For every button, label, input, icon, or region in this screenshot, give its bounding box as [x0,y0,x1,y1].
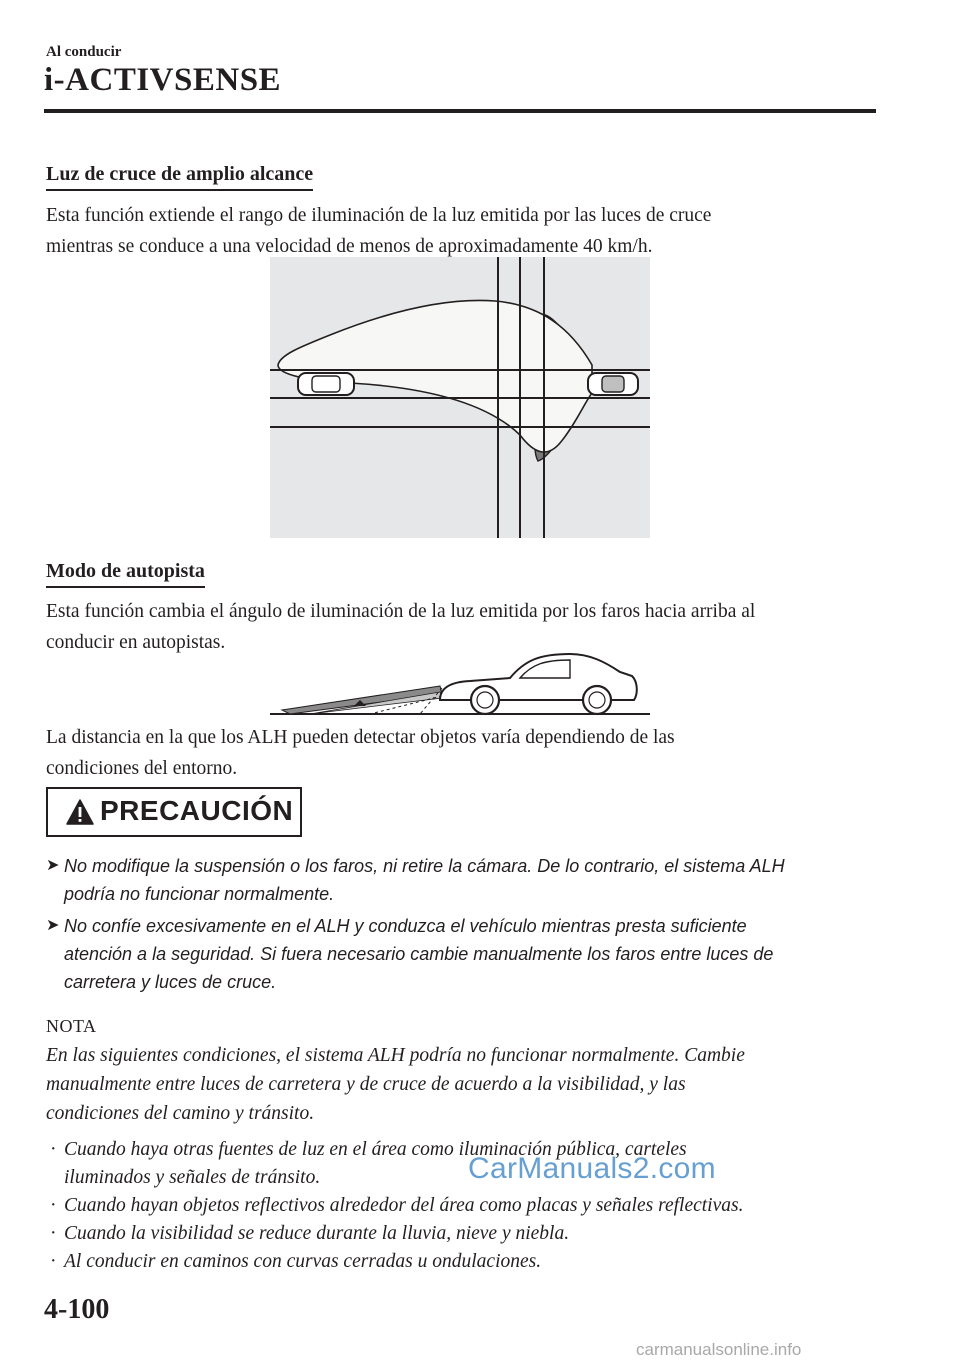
header-rule [44,109,876,113]
low-beam-para-line: Esta función extiende el rango de iluminación de la luz emitida por las luces de cruce [46,205,712,226]
note-title: NOTA [46,1016,97,1036]
highway-para-line: conducir en autopistas. [46,632,226,653]
note-line: En las siguientes condiciones, el sistema ALH podría no funcionar normalmente. Cambie [46,1045,745,1066]
highway-para-line: Esta función cambia el ángulo de iluminación de la luz emitida por los faros hacia arriba al [46,601,756,622]
side-view-car [440,654,637,714]
note-item-line: Cuando haya otras fuentes de luz en el área como iluminación pública, carteles [64,1139,687,1160]
caution-list [46,852,866,1000]
arrow-right-icon: ➤ [46,917,60,934]
carmanuals-watermark: CarManuals2.com [468,1152,716,1185]
note-item: · Cuando hayan objetos reflectivos alrededor del área como placas y señales reflectivas. [50,1192,880,1220]
low-beam-paragraph [46,200,876,262]
note-item: · Al conducir en caminos con curvas cerradas u ondulaciones. [50,1248,880,1276]
caution-item-line: No confíe excesivamente en el ALH y conduzca el vehículo mientras presta suficiente [64,916,747,936]
caution-item [46,912,866,996]
note-item: · Cuando haya otras fuentes de luz en el área como iluminación pública, carteles iluminados y señales de tránsito. [50,1136,880,1192]
note-item-line: Cuando hayan objetos reflectivos alrededor del área como placas y señales reflectivas. [64,1195,744,1216]
caution-box [46,787,302,837]
note-item-line: Cuando la visibilidad se reduce durante la lluvia, nieve y niebla. [64,1223,570,1244]
note-line: condiciones del camino y tránsito. [46,1103,315,1124]
low-beam-para-line: mientras se conduce a una velocidad de menos de aproximadamente 40 km/h. [46,236,653,257]
host-car [588,373,638,395]
note-body [46,1041,876,1128]
note-item-line: Al conducir en caminos con curvas cerradas u ondulaciones. [64,1251,542,1272]
low-beam-intersection-figure [270,257,650,538]
distance-para-line: condiciones del entorno. [46,758,238,779]
page-number: 4-100 [44,1294,110,1325]
highway-mode-figure [270,648,650,720]
note-line: manualmente entre luces de carretera y de cruce de acuerdo a la visibilidad, y las [46,1074,686,1095]
warning-triangle-icon [66,799,94,825]
caution-item-line: carretera y luces de cruce. [64,972,277,992]
note-list [50,1136,880,1276]
highway-heading: Modo de autopista [46,560,205,588]
distance-para-line: La distancia en la que los ALH pueden detectar objetos varía dependiendo de las [46,727,675,748]
caution-item-line: podría no funcionar normalmente. [64,884,335,904]
distance-paragraph [46,722,876,784]
note-item-line: iluminados y señales de tránsito. [64,1167,321,1188]
arrow-right-icon: ➤ [46,857,60,874]
low-beam-heading: Luz de cruce de amplio alcance [46,163,313,191]
note-item: · Cuando la visibilidad se reduce durante la lluvia, nieve y niebla. [50,1220,880,1248]
carmanualsonline-watermark: carmanualsonline.info [636,1340,802,1359]
oncoming-car [298,373,354,395]
chapter-label: Al conducir [46,44,122,60]
caution-item-line: atención a la seguridad. Si fuera necesario cambie manualmente los faros entre luces de [64,944,774,964]
section-title: i-ACTIVSENSE [44,62,282,98]
caution-item [46,852,866,908]
caution-label: PRECAUCIÓN [100,795,294,826]
caution-item-line: No modifique la suspensión o los faros, ni retire la cámara. De lo contrario, el sistema ALH [64,856,785,876]
